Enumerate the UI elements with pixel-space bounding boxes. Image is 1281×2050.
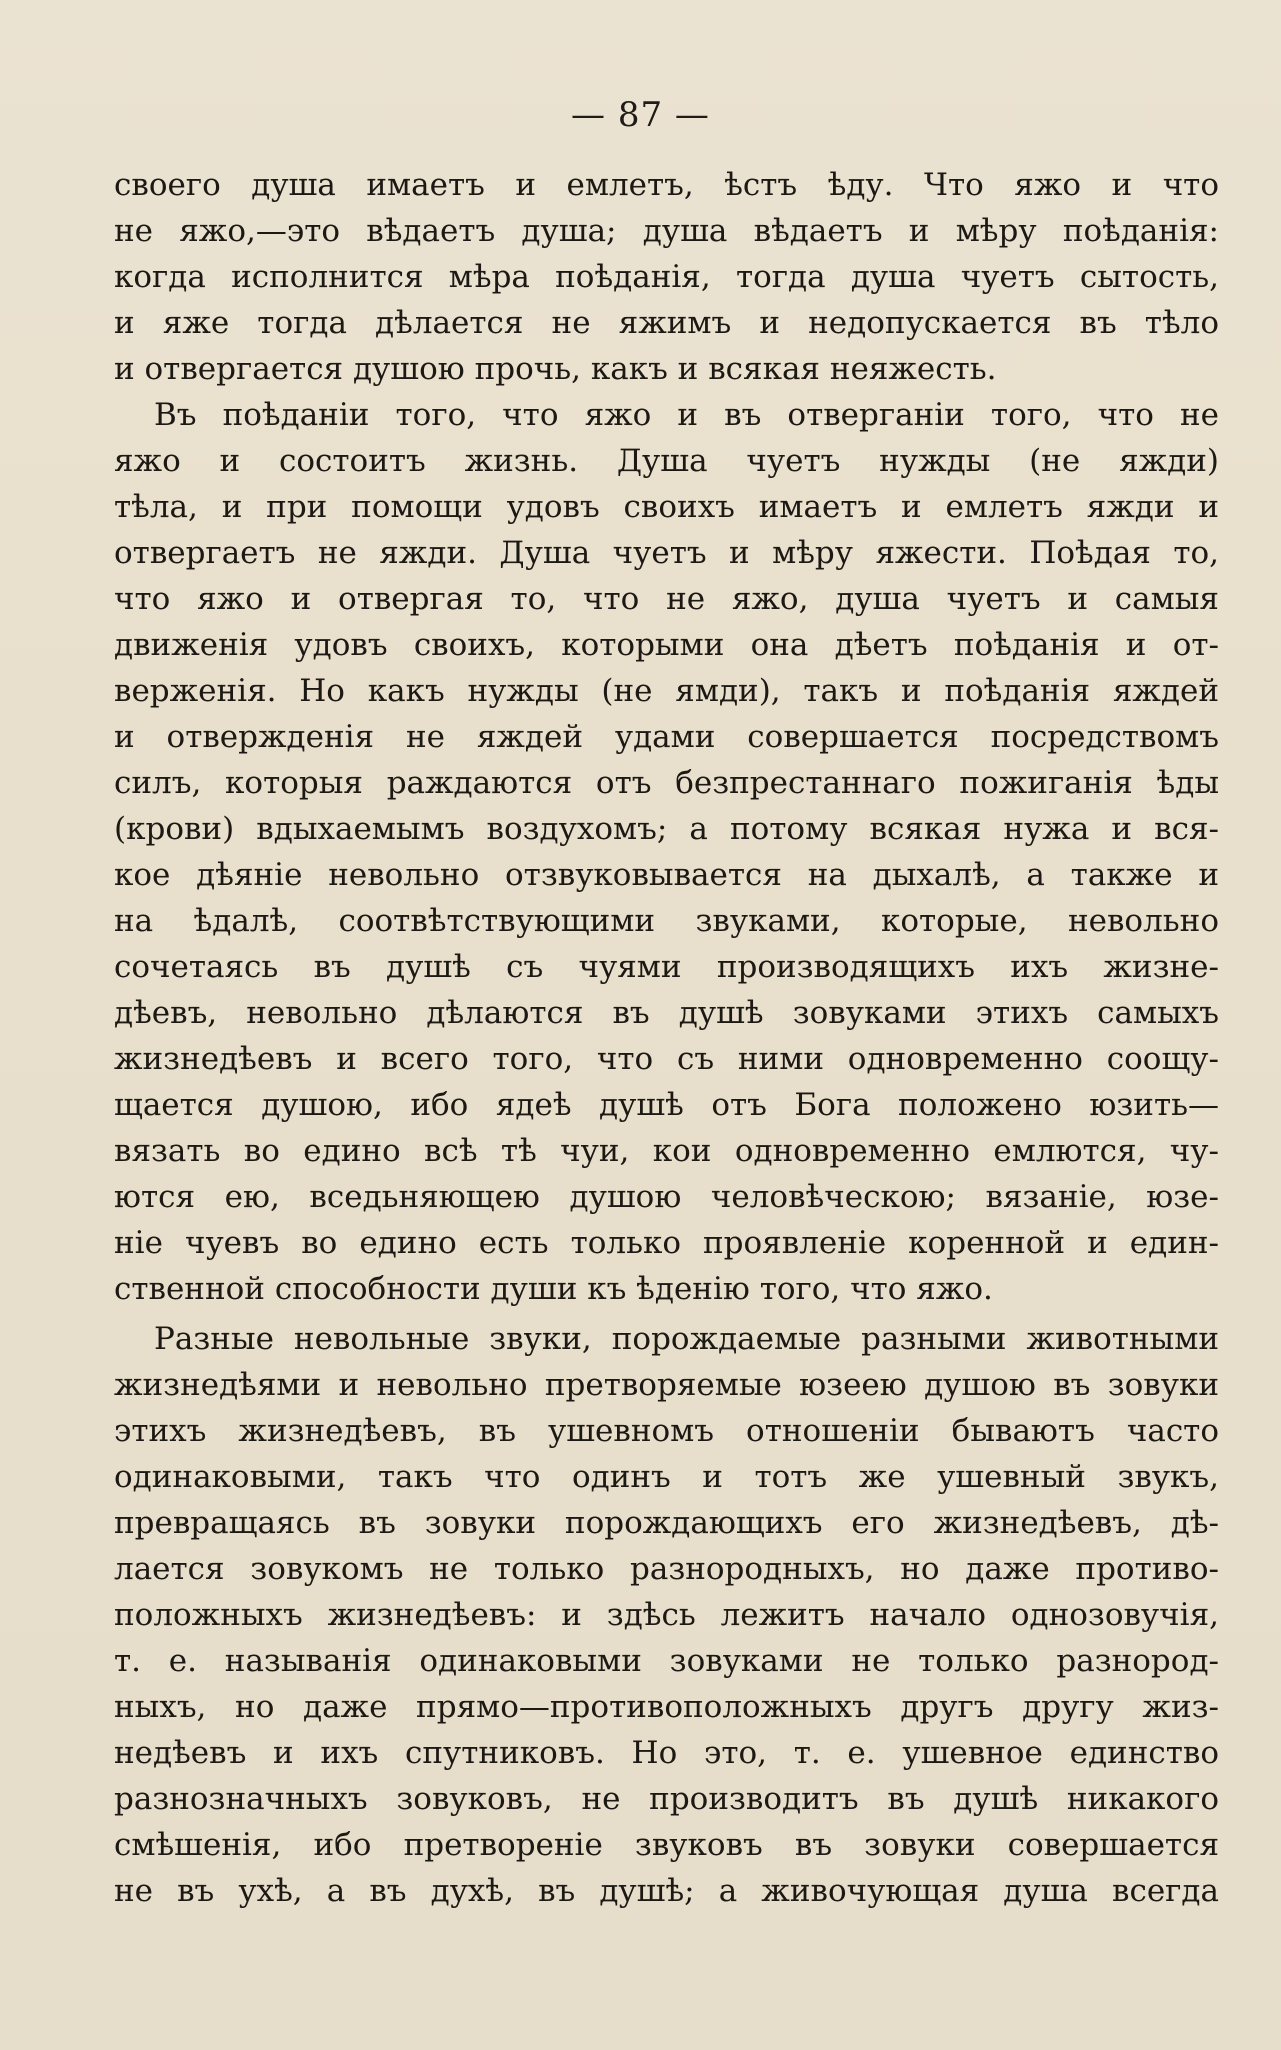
- text-line: отвергаетъ не яжди. Душа чуетъ и мѣру яжести. Поѣдая то,: [114, 535, 1219, 571]
- text-line: смѣшенія, ибо претвореніе звуковъ въ зовуки совершается: [114, 1827, 1219, 1863]
- text-line: (крови) вдыхаемымъ воздухомъ; а потому всякая нужа и вся-: [114, 811, 1219, 847]
- paragraph: [114, 392, 1219, 1312]
- text-line: и отвергается душою прочь, какъ и всякая неяжесть.: [114, 351, 997, 387]
- text-line: не въ ухѣ, а въ духѣ, въ душѣ; а живочующая душа всегда: [114, 1873, 1219, 1909]
- text-line: Разные невольные звуки, порождаемые разными животными: [154, 1321, 1219, 1357]
- text-line: и яже тогда дѣлается не яжимъ и недопускается въ тѣло: [114, 305, 1219, 341]
- text-line: когда исполнится мѣра поѣданія, тогда душа чуетъ сытость,: [114, 259, 1219, 295]
- text-line: т. е. называнія одинаковыми зовуками не только разнород-: [114, 1643, 1219, 1679]
- paragraph: [114, 162, 1219, 392]
- text-line: ніе чуевъ во едино есть только проявленіе коренной и един-: [114, 1225, 1219, 1261]
- text-line: яжо и состоитъ жизнь. Душа чуетъ нужды (не яжди): [114, 443, 1219, 479]
- text-line: не яжо,—это вѣдаетъ душа; душа вѣдаетъ и мѣру поѣданія:: [114, 213, 1219, 249]
- text-line: своего душа имаетъ и емлетъ, ѣстъ ѣду. Что яжо и что: [114, 167, 1219, 203]
- text-line: верженія. Но какъ нужды (не ямди), такъ и поѣданія яждей: [114, 673, 1219, 709]
- text-line: силъ, которыя раждаются отъ безпрестаннаго пожиганія ѣды: [114, 765, 1219, 801]
- text-line: и отвержденія не яждей удами совершается посредствомъ: [114, 719, 1219, 755]
- text-line: Въ поѣданіи того, что яжо и въ отверганіи того, что не: [154, 397, 1219, 433]
- text-line: вязать во едино всѣ тѣ чуи, кои одновременно емлются, чу-: [114, 1133, 1219, 1169]
- paragraph: [114, 1316, 1219, 1914]
- text-line: тѣла, и при помощи удовъ своихъ имаетъ и емлетъ яжди и: [114, 489, 1219, 525]
- text-line: лается зовукомъ не только разнородныхъ, но даже противо-: [114, 1551, 1219, 1587]
- text-line: положныхъ жизнедѣевъ: и здѣсь лежитъ начало однозовучія,: [114, 1597, 1219, 1633]
- text-line: превращаясь въ зовуки порождающихъ его жизнедѣевъ, дѣ-: [114, 1505, 1219, 1541]
- text-line: этихъ жизнедѣевъ, въ ушевномъ отношеніи бываютъ часто: [114, 1413, 1219, 1449]
- text-line: дѣевъ, невольно дѣлаются въ душѣ зовуками этихъ самыхъ: [114, 995, 1219, 1031]
- text-line: что яжо и отвергая то, что не яжо, душа чуетъ и самыя: [114, 581, 1219, 617]
- text-line: ются ею, вседьняющею душою человѣческою; вязаніе, юзе-: [114, 1179, 1219, 1215]
- text-line: движенія удовъ своихъ, которыми она дѣетъ поѣданія и от-: [114, 627, 1219, 663]
- text-line: ныхъ, но даже прямо—противоположныхъ другъ другу жиз-: [114, 1689, 1219, 1725]
- text-line: ственной способности души къ ѣденію того, что яжо.: [114, 1271, 993, 1307]
- text-line: недѣевъ и ихъ спутниковъ. Но это, т. е. ушевное единство: [114, 1735, 1219, 1771]
- text-line: жизнедѣями и невольно претворяемые юзеею душою въ зовуки: [114, 1367, 1219, 1403]
- text-line: разнозначныхъ зовуковъ, не производитъ въ душѣ никакого: [114, 1781, 1219, 1817]
- body-text: [114, 162, 1219, 1914]
- text-line: на ѣдалѣ, соотвѣтствующими звуками, которые, невольно: [114, 903, 1219, 939]
- text-line: кое дѣяніе невольно отзвуковывается на дыхалѣ, а также и: [114, 857, 1219, 893]
- text-line: сочетаясь въ душѣ съ чуями производящихъ ихъ жизне-: [114, 949, 1219, 985]
- page-number: — 87 —: [571, 95, 710, 135]
- text-line: одинаковыми, такъ что одинъ и тотъ же ушевный звукъ,: [114, 1459, 1219, 1495]
- text-line: щается душою, ибо ядеѣ душѣ отъ Бога положено юзить—: [114, 1087, 1219, 1123]
- text-line: жизнедѣевъ и всего того, что съ ними одновременно соощу-: [114, 1041, 1219, 1077]
